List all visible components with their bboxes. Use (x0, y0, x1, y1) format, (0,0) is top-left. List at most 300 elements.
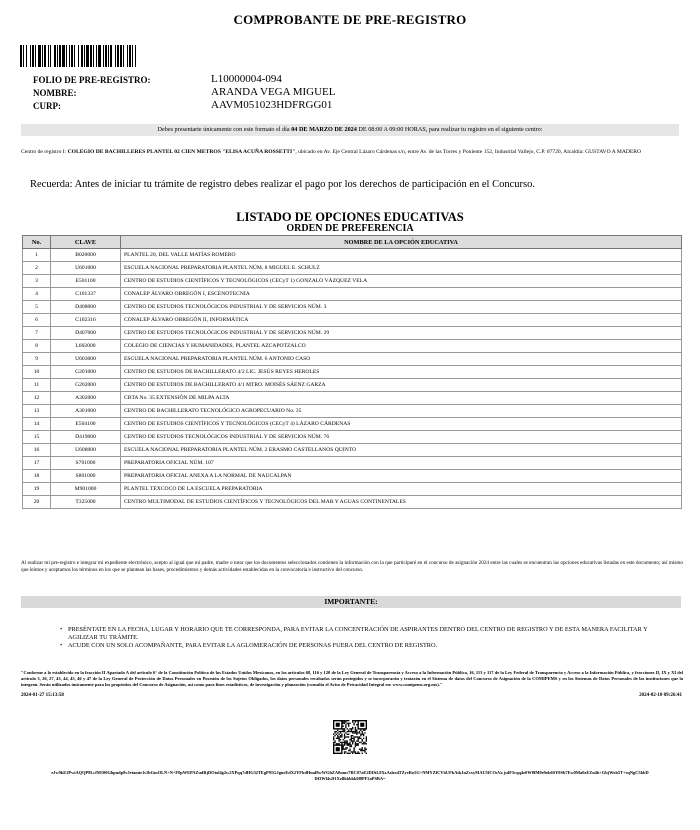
qr-module (353, 750, 354, 751)
qr-module (353, 749, 354, 750)
option-name: CENTRO DE ESTUDIOS DE BACHILLERATO 4/1 MTRO. MOISÉS SÁENZ GARZA (121, 379, 682, 392)
qr-module (364, 732, 365, 733)
qr-module (345, 740, 346, 741)
qr-module (345, 751, 346, 752)
qr-module (340, 739, 341, 740)
qr-module (364, 747, 365, 748)
qr-module (362, 731, 363, 732)
table-row (23, 275, 682, 288)
qr-module (338, 736, 339, 737)
option-number: 1 (23, 249, 51, 262)
qr-module (355, 730, 356, 731)
qr-module (359, 753, 360, 754)
qr-module (338, 740, 339, 741)
qr-module (355, 746, 356, 747)
qr-module (363, 742, 364, 743)
qr-module (334, 742, 335, 743)
qr-module (336, 734, 337, 735)
qr-module (334, 732, 335, 733)
qr-module (349, 728, 350, 729)
qr-module (356, 720, 357, 721)
qr-module (345, 732, 346, 733)
qr-module (352, 731, 353, 732)
qr-module (356, 731, 357, 732)
qr-module (352, 735, 353, 736)
qr-module (334, 735, 335, 736)
qr-module (336, 723, 340, 727)
qr-module (351, 735, 352, 736)
notice-suffix: DE 08:00 A 09:00 HORAS, para realizar tu registro en el siguiente centro: (358, 126, 543, 133)
table-row (23, 262, 682, 275)
option-number: 4 (23, 288, 51, 301)
qr-module (333, 738, 334, 739)
option-name: ESCUELA NACIONAL PREPARATORIA PLANTEL NÚM. 8 MIGUEL E. SCHULZ (121, 262, 682, 275)
qr-module (351, 730, 352, 731)
qr-module (351, 738, 352, 739)
payment-reminder: Recuerda: Antes de iniciar tu trámite de registro debes realizar el pago por los derechos de participación en el Concurso. (30, 179, 535, 190)
notice-date: 04 DE MARZO DE 2024 (291, 126, 357, 133)
option-clave: L602000 (51, 340, 121, 353)
option-name: COLEGIO DE CIENCIAS Y HUMANIDADES, PLANTEL AZCAPOTZALCO (121, 340, 682, 353)
qr-module (366, 753, 367, 754)
qr-module (348, 723, 349, 724)
qr-module (355, 728, 356, 729)
option-clave: G202000 (51, 379, 121, 392)
qr-module (344, 730, 345, 731)
curp-value: AAVM051023HDFRGG01 (211, 99, 333, 111)
qr-module (355, 743, 356, 744)
qr-module (344, 723, 345, 724)
qr-module (355, 751, 356, 752)
option-clave: B020000 (51, 249, 121, 262)
qr-module (366, 740, 367, 741)
qr-module (360, 723, 364, 727)
qr-module (336, 738, 337, 739)
option-name: CENTRO DE ESTUDIOS CIENTÍFICOS Y TECNOLÓGICOS (CECyT 4) LÁZARO CÁRDENAS (121, 418, 682, 431)
qr-module (362, 753, 363, 754)
notice-prefix: Debes presentarte únicamente con este formato el día (157, 126, 290, 133)
option-number: 7 (23, 327, 51, 340)
qr-module (352, 753, 353, 754)
qr-module (364, 743, 365, 744)
qr-module (348, 734, 349, 735)
name-value: ARANDA VEGA MIGUEL (211, 86, 336, 98)
qr-module (363, 730, 364, 731)
option-name: ESCUELA NACIONAL PREPARATORIA PLANTEL NÚM. 2 ERASMO CASTELLANOS QUINTO (121, 444, 682, 457)
qr-code (333, 720, 367, 754)
qr-module (359, 731, 360, 732)
important-item: • ACUDE CON UN SOLO ACOMPAÑANTE, PARA EVITAR LA AGLOMERACIÓN DE PERSONAS FUERA DEL CENTRO DE REGISTRO. (60, 642, 660, 650)
qr-module (348, 724, 349, 725)
qr-module (349, 723, 350, 724)
qr-module (357, 732, 358, 733)
qr-module (344, 753, 345, 754)
qr-module (348, 725, 349, 726)
qr-module (357, 740, 358, 741)
option-number: 11 (23, 379, 51, 392)
qr-module (349, 753, 350, 754)
qr-module (366, 738, 367, 739)
qr-module (360, 730, 361, 731)
option-clave: G201000 (51, 366, 121, 379)
option-clave: T325000 (51, 496, 121, 509)
option-name: CENTRO DE BACHILLERATO TECNOLÓGICO AGROPECUARIO No. 35 (121, 405, 682, 418)
timestamp-right: 2024-02-10 09:26:41 (639, 693, 682, 698)
option-clave: S701000 (51, 457, 121, 470)
appointment-notice (21, 124, 679, 136)
col-header-clave: CLAVE (51, 236, 121, 249)
qr-module (340, 731, 341, 732)
qr-module (341, 734, 342, 735)
qr-module (362, 734, 363, 735)
qr-module (345, 742, 346, 743)
qr-module (353, 738, 354, 739)
qr-module (343, 749, 344, 750)
qr-module (343, 742, 344, 743)
qr-module (343, 746, 344, 747)
digital-signature: eJw9kE2PwiAQQP9LcfM100Ghpudp8vJetamie1s1bGmOLN+N+F0pWEPAZudRjDOtol4g2w2XPqq7dHG32TEgP91GJgueEdX2YFbdHmd8wWGhZA0umr7RC07aE2DDtL8XzAslzsdTZyeRo5G+NMYZfCVbUFbAtkJnZcxyMAU5fCOsVa jsdF5cqq4e0W8fM0e9ob6SY0Sb7Ew0Ma0zEZn4b+GbjWob5T+rqNgC5kbDDf3Wl4s2f1Xzllkbbkk0l8PF2aPSBA= (51, 770, 649, 782)
qr-module (337, 730, 338, 731)
qr-module (355, 753, 356, 754)
option-clave: C102316 (51, 314, 121, 327)
qr-module (344, 736, 345, 737)
qr-module (349, 750, 350, 751)
qr-module (353, 740, 354, 741)
qr-module (359, 749, 360, 750)
option-clave: C101337 (51, 288, 121, 301)
center-prefix: Centro de registro I: (21, 149, 67, 155)
qr-module (347, 742, 348, 743)
qr-module (352, 720, 353, 721)
option-number: 12 (23, 392, 51, 405)
qr-module (336, 731, 337, 732)
table-row (23, 249, 682, 262)
qr-module (333, 734, 334, 735)
table-row (23, 405, 682, 418)
qr-module (344, 738, 345, 739)
option-clave: U601000 (51, 262, 121, 275)
qr-module (336, 743, 337, 744)
qr-module (353, 751, 354, 752)
qr-module (359, 736, 360, 737)
options-heading: LISTADO DE OPCIONES EDUCATIVAS (236, 210, 464, 224)
qr-module (355, 732, 356, 733)
qr-module (362, 749, 363, 750)
qr-module (334, 731, 335, 732)
option-clave: S801000 (51, 470, 121, 483)
qr-module (360, 742, 361, 743)
qr-module (348, 753, 349, 754)
option-clave: D407000 (51, 327, 121, 340)
qr-module (353, 723, 354, 724)
table-row (23, 314, 682, 327)
qr-module (356, 732, 357, 733)
qr-module (347, 736, 348, 737)
qr-module (348, 743, 349, 744)
table-row (23, 379, 682, 392)
qr-module (360, 734, 361, 735)
qr-module (353, 736, 354, 737)
option-name: CONALEP ÁLVARO OBREGÓN I, ESCENOTECNIA (121, 288, 682, 301)
qr-module (344, 749, 345, 750)
qr-module (341, 743, 342, 744)
qr-module (347, 734, 348, 735)
qr-module (338, 731, 339, 732)
barcode-bar (136, 45, 139, 67)
option-number: 17 (23, 457, 51, 470)
qr-module (345, 724, 346, 725)
option-number: 3 (23, 275, 51, 288)
option-clave: U608000 (51, 444, 121, 457)
qr-module (347, 740, 348, 741)
qr-module (357, 736, 358, 737)
qr-module (347, 731, 348, 732)
qr-module (340, 736, 341, 737)
qr-module (356, 724, 357, 725)
qr-module (340, 732, 341, 733)
qr-module (345, 727, 346, 728)
qr-module (351, 751, 352, 752)
folio-value: L10000004-094 (211, 73, 282, 85)
option-number: 16 (23, 444, 51, 457)
qr-module (337, 735, 338, 736)
qr-module (362, 739, 363, 740)
qr-module (338, 743, 339, 744)
center-address: , ubicado en Av. Eje Central Lázaro Cárdenas s/n, entre Av. de las Torres y Poniente 152, Industrial Vallejo, C.P. 07720, Alcaldía: GUSTAVO A MADERO (295, 149, 642, 155)
qr-module (362, 743, 363, 744)
qr-module (348, 731, 349, 732)
folio-label: FOLIO DE PRE-REGISTRO: (33, 75, 151, 85)
table-row (23, 353, 682, 366)
qr-module (344, 720, 345, 721)
option-clave: D419000 (51, 431, 121, 444)
qr-module (337, 743, 338, 744)
qr-module (356, 744, 357, 745)
option-name: PREPARATORIA OFICIAL NÚM. 107 (121, 457, 682, 470)
qr-module (347, 723, 348, 724)
qr-module (336, 747, 340, 751)
table-row (23, 392, 682, 405)
qr-module (344, 735, 345, 736)
qr-module (341, 742, 342, 743)
qr-module (349, 742, 350, 743)
qr-module (362, 732, 363, 733)
qr-module (338, 738, 339, 739)
qr-module (341, 735, 342, 736)
qr-module (355, 742, 356, 743)
important-item: • PRESÉNTATE EN LA FECHA, LUGAR Y HORARIO QUE TE CORRESPONDA, PARA EVITAR LA CONCENTRACIÓN DE ASPIRANTES DENTRO DEL CENTRO DE REGISTRO Y DE ESTA MANERA FACILITAR Y AGILIZAR TU TRÁMITE. (60, 626, 660, 642)
qr-module (347, 720, 348, 721)
privacy-notice: "Conforme a lo establecido en la fracción II Apartado A del artículo 6° de la Constitución Política de los Estados Unidos Mexicanos, en los artículos 68, 116 y 120 de la Ley General de Transparencia y Acceso a la Información Pública, 16, 113 y 117 de la Ley Federal de Transparencia y Acceso a la Información Pública, y fracciones II, IX y XI del artículo 3, 26, 27, 43, 44, 45, 46 y 47 de la Ley General de Protección de Datos Personales en Posesión de los Sujetos Obligados, los datos personales recabados serán protegidos y se incorporarán y tratarán en el Sistema de datos del Concurso de Asignación de la COMIPEMS y en los Sistemas de Datos Personales de las instituciones que la integran. Serán utilizados únicamente para los propósitos del Concurso de Asignación, así como para fines estadísticos, de investigación y planeación (consulta el Aviso de Privacidad Integral en: www.comipems.org.mx)." (21, 670, 683, 688)
qr-module (360, 738, 361, 739)
col-header-number: No. (23, 236, 51, 249)
qr-module (343, 725, 344, 726)
qr-module (364, 749, 365, 750)
option-name: CENTRO DE ESTUDIOS CIENTÍFICOS Y TECNOLÓGICOS (CECyT 1) GONZALO VÁZQUEZ VELA (121, 275, 682, 288)
qr-module (366, 749, 367, 750)
qr-module (356, 740, 357, 741)
option-number: 13 (23, 405, 51, 418)
qr-module (360, 750, 361, 751)
important-heading: IMPORTANTE: (21, 596, 681, 608)
qr-module (356, 730, 357, 731)
qr-module (359, 732, 360, 733)
qr-module (362, 750, 363, 751)
qr-module (352, 721, 353, 722)
table-row (23, 301, 682, 314)
qr-module (364, 750, 365, 751)
qr-module (343, 728, 344, 729)
table-row (23, 470, 682, 483)
registration-center (21, 149, 681, 156)
qr-module (351, 728, 352, 729)
qr-module (352, 743, 353, 744)
qr-module (357, 751, 358, 752)
qr-module (345, 721, 346, 722)
qr-module (349, 749, 350, 750)
qr-module (344, 751, 345, 752)
qr-module (357, 738, 358, 739)
timestamp-left: 2024-01-27 15:13:58 (21, 693, 64, 698)
qr-module (366, 743, 367, 744)
document-title: COMPROBANTE DE PRE-REGISTRO (233, 12, 467, 27)
qr-module (360, 749, 361, 750)
qr-module (355, 731, 356, 732)
option-number: 8 (23, 340, 51, 353)
qr-module (353, 739, 354, 740)
qr-module (362, 747, 363, 748)
table-row (23, 288, 682, 301)
qr-module (337, 738, 338, 739)
qr-module (340, 735, 341, 736)
options-subheading: ORDEN DE PREFERENCIA (286, 223, 414, 234)
qr-module (357, 743, 358, 744)
qr-module (356, 743, 357, 744)
option-clave: E504100 (51, 418, 121, 431)
qr-module (348, 720, 349, 721)
qr-module (333, 743, 334, 744)
center-name: COLEGIO DE BACHILLERES PLANTEL 02 CIEN METROS "ELISA ACUÑA ROSSETTI" (67, 149, 296, 155)
table-row (23, 457, 682, 470)
qr-module (345, 743, 346, 744)
qr-module (343, 720, 344, 721)
qr-module (352, 732, 353, 733)
qr-module (343, 731, 344, 732)
qr-module (343, 747, 344, 748)
qr-module (344, 744, 345, 745)
qr-module (355, 727, 356, 728)
qr-module (352, 740, 353, 741)
qr-module (347, 753, 348, 754)
qr-module (353, 731, 354, 732)
qr-module (366, 736, 367, 737)
option-number: 19 (23, 483, 51, 496)
qr-module (356, 736, 357, 737)
table-row (23, 496, 682, 509)
qr-module (347, 744, 348, 745)
qr-module (345, 747, 346, 748)
qr-module (364, 751, 365, 752)
qr-module (347, 743, 348, 744)
qr-module (363, 743, 364, 744)
qr-module (343, 723, 344, 724)
qr-module (363, 750, 364, 751)
qr-module (357, 739, 358, 740)
qr-module (351, 736, 352, 737)
qr-module (338, 734, 339, 735)
qr-module (364, 730, 365, 731)
name-label: NOMBRE: (33, 88, 77, 98)
qr-module (356, 753, 357, 754)
qr-module (352, 727, 353, 728)
option-name: PLANTEL TEXCOCO DE LA ESCUELA PREPARATORIA (121, 483, 682, 496)
folio-barcode (20, 45, 232, 67)
qr-module (343, 721, 344, 722)
qr-module (359, 738, 360, 739)
qr-module (355, 721, 356, 722)
qr-module (351, 739, 352, 740)
option-name: CONALEP ÁLVARO OBREGÓN II, INFORMÁTICA (121, 314, 682, 327)
qr-module (349, 743, 350, 744)
qr-module (357, 753, 358, 754)
qr-module (363, 735, 364, 736)
qr-module (353, 724, 354, 725)
qr-module (344, 740, 345, 741)
qr-module (351, 746, 352, 747)
table-row (23, 340, 682, 353)
curp-label: CURP: (33, 101, 61, 111)
qr-module (349, 744, 350, 745)
qr-module (343, 739, 344, 740)
option-number: 5 (23, 301, 51, 314)
qr-module (360, 735, 361, 736)
option-name: CENTRO DE ESTUDIOS DE BACHILLERATO 4/2 LIC. JESÚS REYES HEROLES (121, 366, 682, 379)
option-number: 15 (23, 431, 51, 444)
qr-module (349, 731, 350, 732)
qr-module (338, 739, 339, 740)
qr-module (348, 750, 349, 751)
qr-module (356, 734, 357, 735)
qr-module (349, 739, 350, 740)
table-row (23, 483, 682, 496)
qr-module (355, 744, 356, 745)
option-number: 20 (23, 496, 51, 509)
qr-module (355, 720, 356, 721)
option-name: CENTRO DE ESTUDIOS TECNOLÓGICOS INDUSTRIAL Y DE SERVICIOS NÚM. 3 (121, 301, 682, 314)
qr-module (352, 742, 353, 743)
important-list (60, 626, 660, 650)
table-row (23, 431, 682, 444)
qr-module (348, 736, 349, 737)
qr-module (353, 720, 354, 721)
option-name: CBTA No. 35 EXTENSIÓN DE MILPA ALTA (121, 392, 682, 405)
qr-module (366, 739, 367, 740)
qr-module (352, 738, 353, 739)
qr-module (341, 736, 342, 737)
option-name: ESCUELA NACIONAL PREPARATORIA PLANTEL NÚM. 6 ANTONIO CASO (121, 353, 682, 366)
qr-module (344, 721, 345, 722)
qr-module (345, 749, 346, 750)
qr-module (351, 731, 352, 732)
qr-module (359, 742, 360, 743)
qr-module (344, 734, 345, 735)
option-name: CENTRO DE ESTUDIOS TECNOLÓGICOS INDUSTRIAL Y DE SERVICIOS NÚM. 29 (121, 327, 682, 340)
qr-module (357, 744, 358, 745)
qr-module (363, 738, 364, 739)
qr-module (347, 728, 348, 729)
table-row (23, 444, 682, 457)
qr-module (344, 742, 345, 743)
